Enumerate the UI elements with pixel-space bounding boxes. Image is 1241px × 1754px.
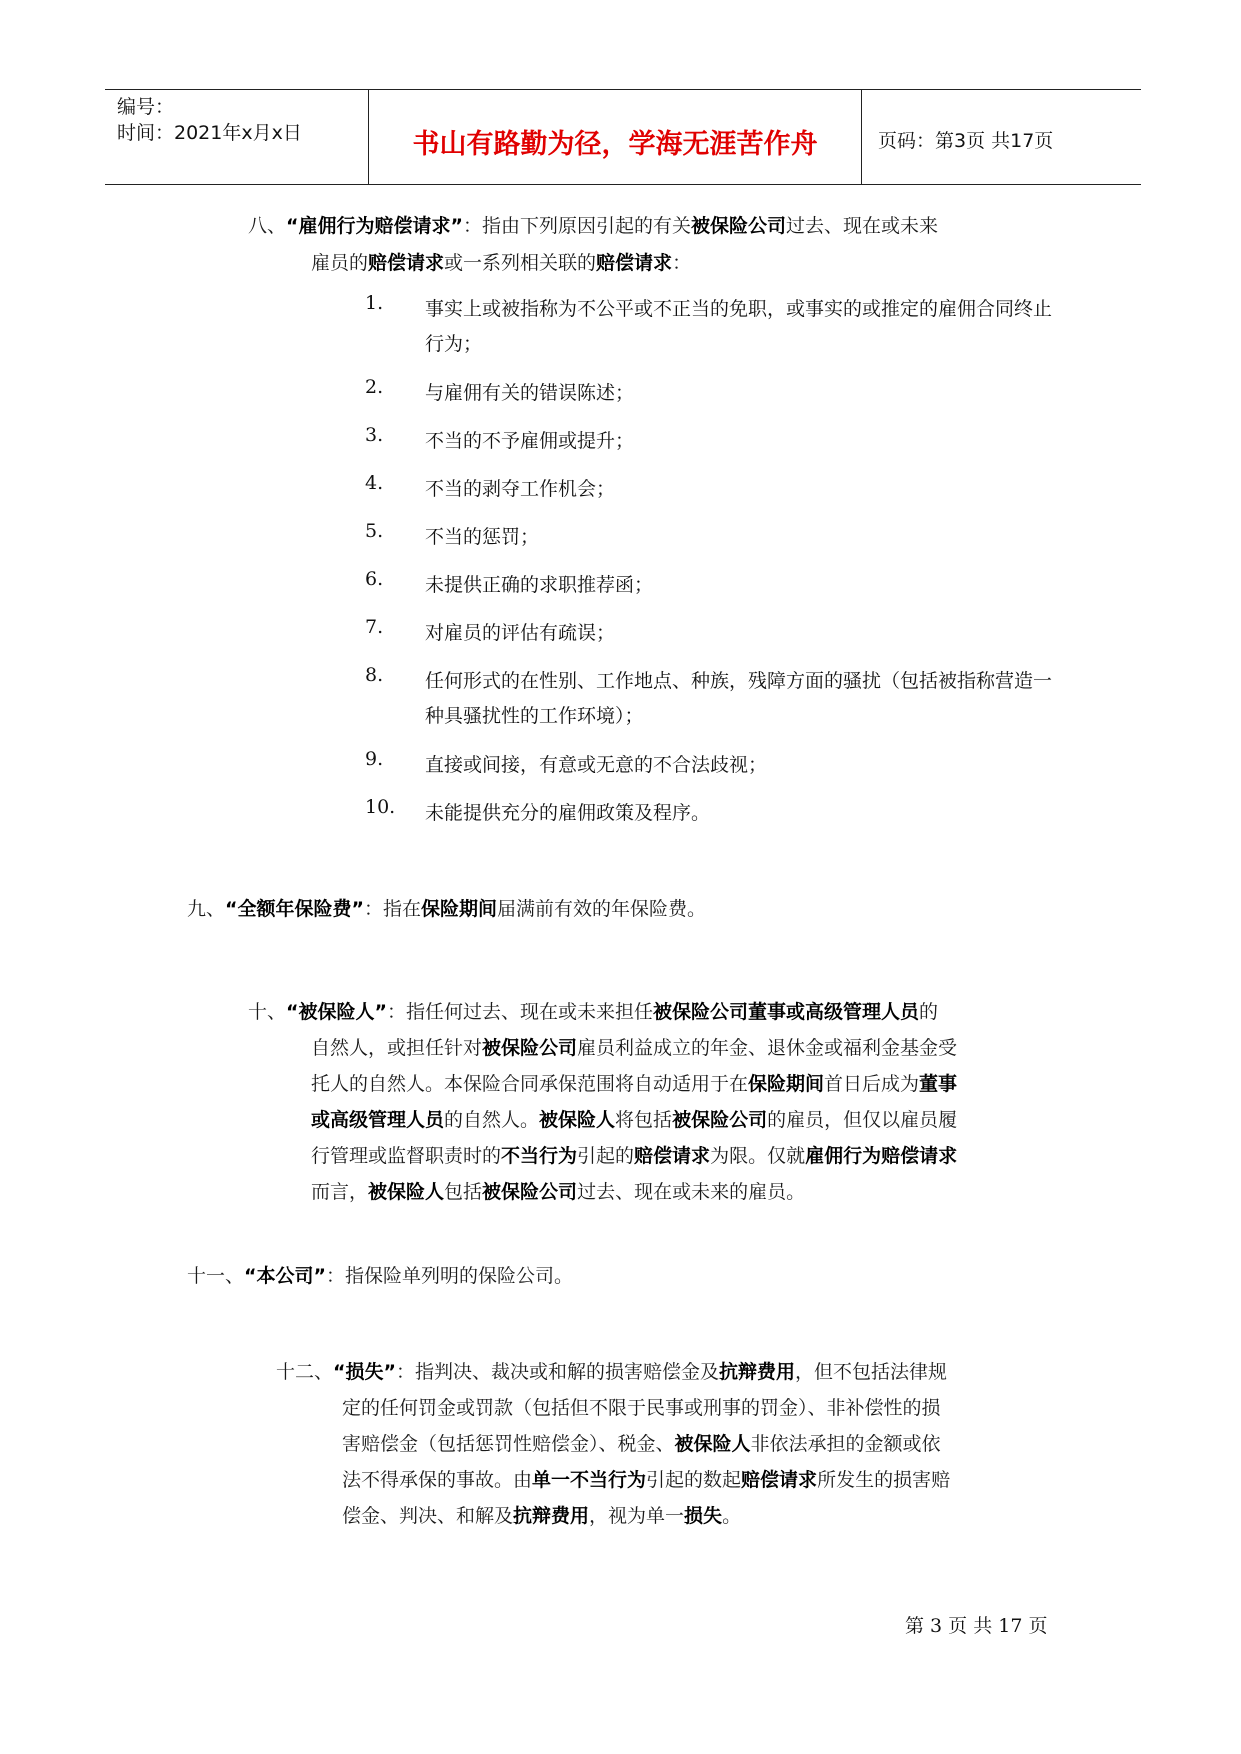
- bold-term: 被保险人: [368, 1181, 445, 1203]
- section-10-line-6: [311, 1174, 1071, 1211]
- section-10-term: “被保险人”: [286, 1001, 387, 1023]
- text: 。: [722, 1505, 742, 1527]
- list-number: 6.: [365, 568, 384, 590]
- text: 首日后成为: [824, 1073, 920, 1095]
- text: 指由下列原因引起的有关: [482, 215, 692, 237]
- bold-term: 单一不当行为: [532, 1469, 647, 1491]
- bold-term: 董事: [919, 1073, 958, 1095]
- text: 引起的: [577, 1145, 635, 1167]
- list-text: 不当的不予雇佣或提升；: [425, 430, 635, 452]
- bold-term: 赔偿请求: [741, 1469, 818, 1491]
- list-number: 5.: [365, 520, 384, 542]
- text: 指判决、裁决或和解的损害赔偿金及: [415, 1361, 720, 1383]
- list-text: 任何形式的在性别、工作地点、种族，残障方面的骚扰（包括被指称营造一种具骚扰性的工作环境）；: [425, 670, 1053, 727]
- text: 的自然人。: [444, 1109, 540, 1131]
- time-label: 时间：2021年x月x日: [117, 122, 302, 144]
- bold-term: 雇佣行为赔偿请求: [805, 1145, 958, 1167]
- text: 非依法承担的金额或依: [750, 1433, 941, 1455]
- section-12-term: “损失”: [333, 1361, 396, 1383]
- bold-term: 抗辩费用: [719, 1361, 796, 1383]
- text: 的雇员，但仅以雇员履: [767, 1109, 958, 1131]
- separator: ：: [364, 898, 384, 920]
- section-10-line-2: [311, 1030, 1071, 1067]
- section-10-line-5: [311, 1138, 1071, 1175]
- text: 雇员利益成立的年金、退休金或福利金基金受: [577, 1037, 958, 1059]
- list-number: 3.: [365, 424, 384, 446]
- text: 雇员的: [311, 252, 369, 274]
- section-12-number: 十二、: [276, 1361, 334, 1383]
- list-text: 与雇佣有关的错误陈述；: [425, 382, 635, 404]
- text: ，但不包括法律规: [795, 1361, 948, 1383]
- section-9-number: 九、: [187, 898, 226, 920]
- list-text: 未提供正确的求职推荐函；: [425, 574, 654, 596]
- text: 将包括: [615, 1109, 673, 1131]
- section-11-term: “本公司”: [244, 1265, 326, 1287]
- section-10-line-4: [311, 1102, 1071, 1139]
- section-9: [187, 891, 1087, 928]
- bold-term: 不当行为: [501, 1145, 578, 1167]
- text: 指保险单列明的保险公司。: [345, 1265, 574, 1287]
- bold-term: 损失: [684, 1505, 723, 1527]
- list-text: 不当的剥夺工作机会；: [425, 478, 616, 500]
- section-12-line-5: [342, 1498, 1082, 1535]
- text: 法不得承保的事故。由: [342, 1469, 533, 1491]
- section-11: [187, 1258, 1087, 1295]
- bold-term: 被保险人: [539, 1109, 616, 1131]
- header-left-cell: [105, 90, 368, 184]
- text: 届满前有效的年保险费。: [497, 898, 707, 920]
- separator: ：: [326, 1265, 346, 1287]
- bold-term: 赔偿请求: [596, 252, 673, 274]
- list-number: 10.: [365, 796, 396, 818]
- bold-term: 赔偿请求: [634, 1145, 711, 1167]
- text: 的: [919, 1001, 939, 1023]
- section-12-line-2: [342, 1390, 1082, 1427]
- section-12-line-3: [342, 1426, 1082, 1463]
- separator: ：: [463, 215, 483, 237]
- header-page-info: 页码：第3页 共17页: [878, 130, 1054, 152]
- bold-term: 保险期间: [421, 898, 498, 920]
- text: 偿金、判决、和解及: [342, 1505, 514, 1527]
- text: 指任何过去、现在或未来担任: [406, 1001, 654, 1023]
- bold-term: 被保险公司董事或高级管理人员: [653, 1001, 920, 1023]
- bold-term: 保险期间: [748, 1073, 825, 1095]
- bold-term: 被保险人: [674, 1433, 751, 1455]
- text: 所发生的损害赔: [817, 1469, 951, 1491]
- bold-term: 或高级管理人员: [311, 1109, 445, 1131]
- text: 引起的数起: [646, 1469, 742, 1491]
- section-8-heading: [248, 208, 1068, 245]
- bold-term: 被保险公司: [672, 1109, 768, 1131]
- list-number: 2.: [365, 376, 384, 398]
- bold-term: 被保险公司: [482, 1181, 578, 1203]
- separator: ：: [396, 1361, 416, 1383]
- bold-term: 被保险公司: [691, 215, 787, 237]
- bold-term: 抗辩费用: [513, 1505, 590, 1527]
- list-number: 8.: [365, 664, 384, 686]
- text: 指在: [383, 898, 422, 920]
- section-10-line-1: [248, 994, 1068, 1031]
- section-9-term: “全额年保险费”: [225, 898, 364, 920]
- list-text: 不当的惩罚；: [425, 526, 540, 548]
- text: 定的任何罚金或罚款（包括但不限于民事或刑事的罚金）、非补偿性的损: [342, 1397, 941, 1419]
- motto: 书山有路勤为径，学海无涯苦作舟: [412, 129, 818, 160]
- separator: ：: [387, 1001, 407, 1023]
- bold-term: 被保险公司: [482, 1037, 578, 1059]
- list-text: 未能提供充分的雇佣政策及程序。: [425, 802, 711, 824]
- section-10-number: 十、: [248, 1001, 287, 1023]
- list-number: 7.: [365, 616, 384, 638]
- list-text: 直接或间接，有意或无意的不合法歧视；: [425, 754, 768, 776]
- section-8-line-2: [311, 245, 1071, 282]
- bold-term: 赔偿请求: [368, 252, 445, 274]
- list-number: 9.: [365, 748, 384, 770]
- list-number: 1.: [365, 292, 384, 314]
- text: 托人的自然人。本保险合同承保范围将自动适用于在: [311, 1073, 749, 1095]
- section-10-line-3: [311, 1066, 1071, 1103]
- list-text: 事实上或被指称为不公平或不正当的免职，或事实的或推定的雇佣合同终止行为；: [425, 298, 1053, 355]
- text: 而言，: [311, 1181, 369, 1203]
- section-11-number: 十一、: [187, 1265, 245, 1287]
- text: 或一系列相关联的: [444, 252, 597, 274]
- text: 为限。仅就: [710, 1145, 806, 1167]
- section-12-line-1: [276, 1354, 1076, 1391]
- section-12-line-4: [342, 1462, 1082, 1499]
- header-right-cell: [862, 90, 1141, 184]
- text: 过去、现在或未来: [786, 215, 939, 237]
- text: 害赔偿金（包括惩罚性赔偿金）、税金、: [342, 1433, 675, 1455]
- text: 过去、现在或未来的雇员。: [577, 1181, 806, 1203]
- text: 包括: [444, 1181, 483, 1203]
- text: 自然人，或担任针对: [311, 1037, 483, 1059]
- section-8-term: “雇佣行为赔偿请求”: [286, 215, 463, 237]
- header-middle-cell: [368, 90, 862, 184]
- list-number: 4.: [365, 472, 384, 494]
- page-footer: 第 3 页 共 17 页: [905, 1615, 1048, 1637]
- list-text: 对雇员的评估有疏误；: [425, 622, 616, 644]
- text: ，视为单一: [589, 1505, 685, 1527]
- text: ：: [672, 252, 692, 274]
- text: 行管理或监督职责时的: [311, 1145, 502, 1167]
- document-header: [105, 89, 1141, 185]
- number-label: 编号：: [117, 96, 175, 118]
- section-8-number: 八、: [248, 215, 287, 237]
